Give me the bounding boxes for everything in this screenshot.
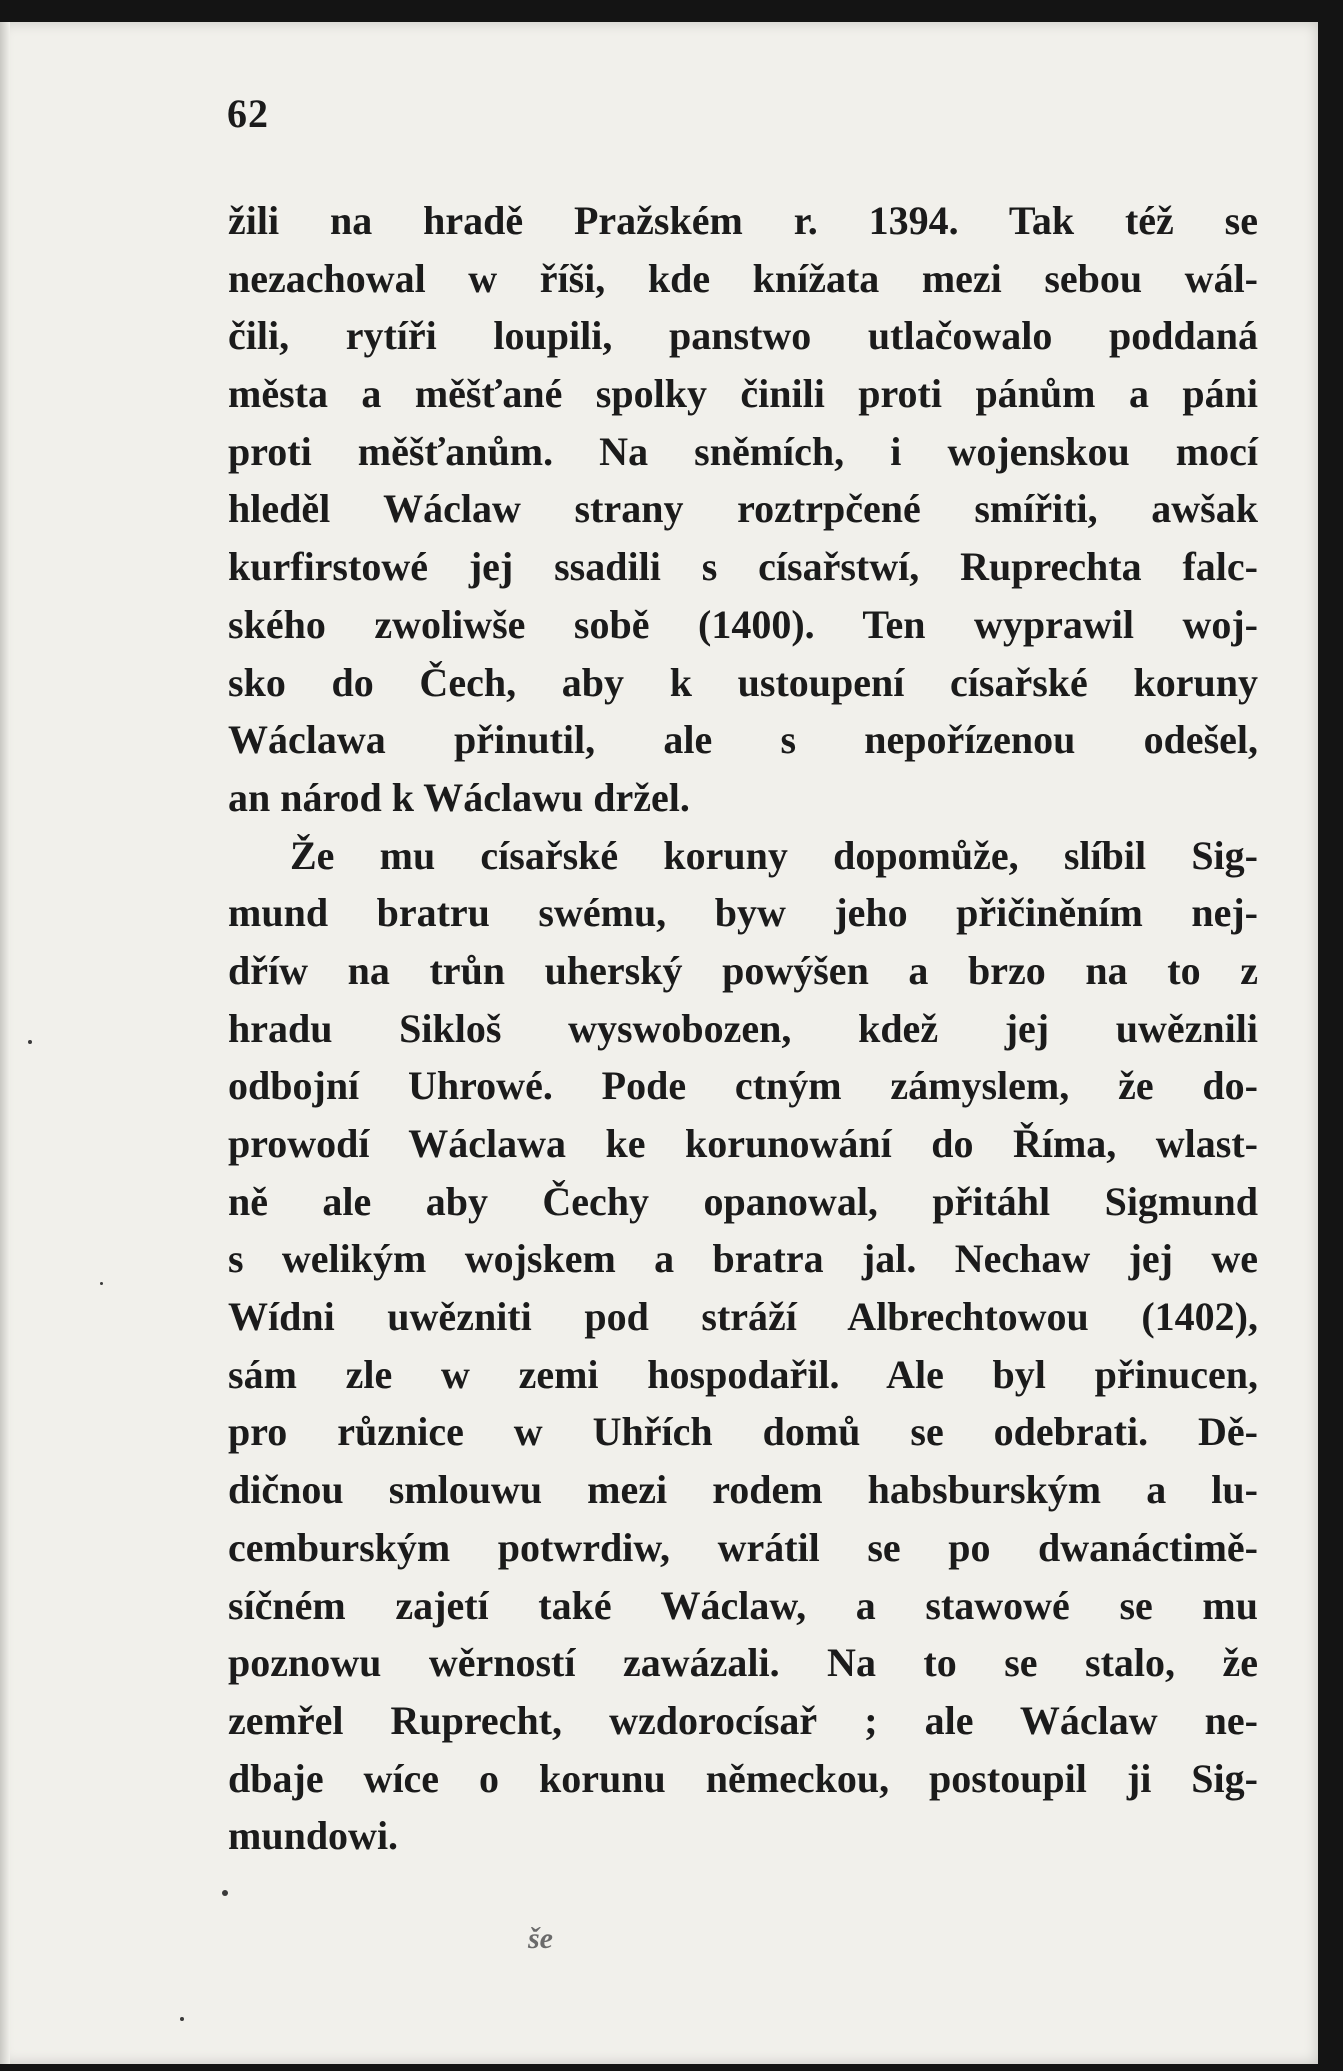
text-line: sko do Čech, aby k ustoupení císařské koruny (228, 659, 1258, 705)
text-line: poznowu wěrností zawázali. Na to se stalo, že (228, 1640, 1258, 1686)
text-line: hleděl Wáclaw strany roztrpčené smířiti, awšak (228, 486, 1258, 532)
page-number: 62 (227, 91, 269, 136)
text-line: proti měšťanům. Na sněmích, i wojenskou mocí (228, 428, 1258, 474)
text-line: čili, rytíři loupili, panstwo utlačowalo poddaná (228, 313, 1258, 359)
print-speck (222, 1890, 228, 1896)
print-speck (180, 2017, 184, 2021)
print-speck (100, 1282, 103, 1285)
text-line: sám zle w zemi hospodařil. Ale byl přinucen, (228, 1351, 1258, 1397)
text-line: hradu Sikloš wyswobozen, kdež jej uwěznili (228, 1005, 1258, 1051)
text-line-paragraph-start: Že mu císařské koruny dopomůže, slíbil Sig- (290, 832, 1258, 878)
text-line: Wáclawa přinutil, ale s nepořízenou odešel, (228, 717, 1258, 763)
text-line: s welikým wojskem a bratra jal. Nechaw jej we (228, 1236, 1258, 1282)
text-line: síčném zajetí také Wáclaw, a stawowé se mu (228, 1582, 1258, 1628)
text-line: ského zwoliwše sobě (1400). Ten wyprawil woj- (228, 601, 1258, 647)
book-page (0, 22, 1318, 2064)
print-speck (28, 1040, 32, 1044)
text-line: dičnou smlouwu mezi rodem habsburským a lu- (228, 1467, 1258, 1513)
text-line: dříw na trůn uherský powýšen a brzo na to z (228, 947, 1258, 993)
text-line: pro různice w Uhřích domů se odebrati. Dě- (228, 1409, 1258, 1455)
text-line: dbaje wíce o korunu německou, postoupil ji Sig- (228, 1755, 1258, 1801)
text-line-paragraph-end: an národ k Wáclawu držel. (228, 774, 690, 820)
text-line: žili na hradě Pražském r. 1394. Tak též se (228, 198, 1258, 243)
text-line: odbojní Uhrowé. Pode ctným zámyslem, že do- (228, 1063, 1258, 1109)
text-line: ně ale aby Čechy opanowal, přitáhl Sigmund (228, 1178, 1258, 1224)
text-line: mund bratru swému, byw jeho přičiněním nej- (228, 890, 1258, 936)
catchword: še (528, 1922, 553, 1955)
body-text (228, 192, 1258, 1865)
text-line-paragraph-end: mundowi. (228, 1813, 399, 1859)
text-line: zemřel Ruprecht, wzdorocísař ; ale Wáclaw ne- (228, 1697, 1258, 1743)
page-edge (0, 22, 10, 2064)
text-line: města a měšťané spolky činili proti pánům a páni (228, 371, 1258, 417)
text-line: Wídni uwězniti pod stráží Albrechtowou (1402), (228, 1294, 1258, 1340)
text-line: cemburským potwrdiw, wrátil se po dwanáctimě- (228, 1524, 1258, 1570)
text-line: kurfirstowé jej ssadili s císařstwí, Ruprechta falc- (228, 544, 1258, 590)
text-line: nezachowal w říši, kde knížata mezi sebou wál- (228, 255, 1258, 301)
text-line: prowodí Wáclawa ke korunowání do Říma, wlast- (228, 1121, 1258, 1166)
